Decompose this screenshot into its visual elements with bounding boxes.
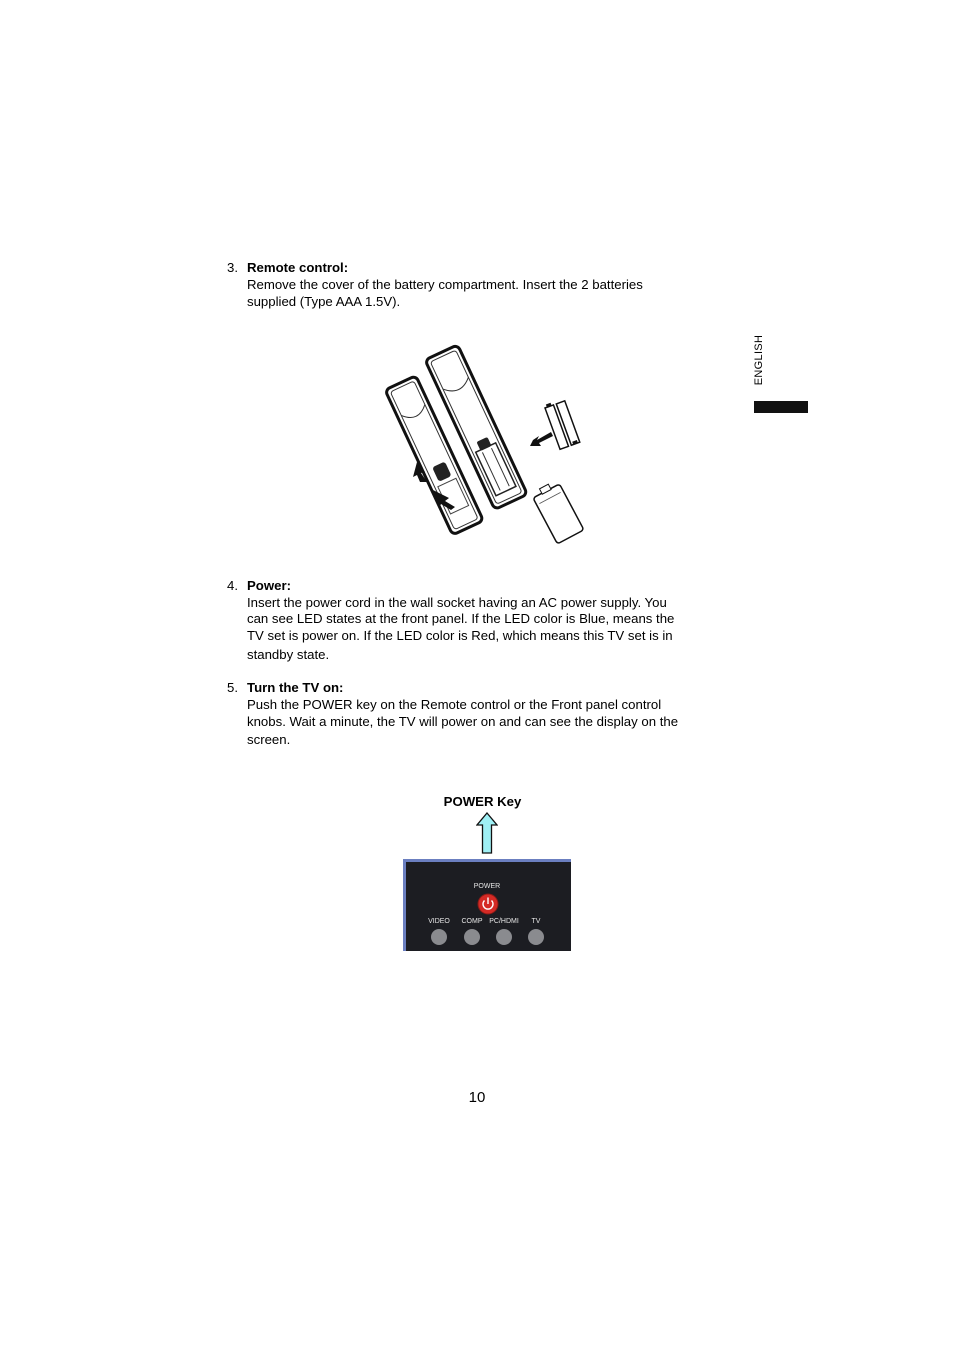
power-button[interactable] <box>478 894 498 914</box>
video-button[interactable] <box>431 929 447 945</box>
section-3-heading: Remote control: <box>247 260 349 275</box>
panel-video-label: VIDEO <box>428 918 450 925</box>
front-panel-image <box>403 859 571 951</box>
page-number: 10 <box>468 1089 486 1106</box>
section-3-line-1: Remove the cover of the battery compartment. Insert the 2 batteries <box>247 277 643 292</box>
panel-pchdmi-label: PC/HDMI <box>489 918 519 925</box>
section-4-number: 4. <box>227 578 238 593</box>
section-5-heading: Turn the TV on: <box>247 680 344 695</box>
up-arrow-icon <box>476 812 498 854</box>
section-4-line-3: TV set is power on. If the LED color is Red, which means this TV set is in <box>247 628 673 643</box>
batteries-icon <box>544 398 580 449</box>
section-4-heading: Power: <box>247 578 291 593</box>
section-5-line-1: Push the POWER key on the Remote control or the Front panel control <box>247 697 662 712</box>
tv-button[interactable] <box>528 929 544 945</box>
section-4-line-2: can see LED states at the front panel. If the LED color is Blue, means the <box>247 611 675 626</box>
language-label: ENGLISH <box>753 334 765 386</box>
section-5-line-2: knobs. Wait a minute, the TV will power on and can see the display on the <box>247 714 679 729</box>
section-3-line-2: supplied (Type AAA 1.5V). <box>247 294 401 309</box>
section-5-line-3: screen. <box>247 732 291 747</box>
comp-button[interactable] <box>464 929 480 945</box>
section-4-line-4: standby state. <box>247 647 330 662</box>
panel-tv-label: TV <box>531 918 541 925</box>
section-3-number: 3. <box>227 260 238 275</box>
panel-comp-label: COMP <box>461 918 483 925</box>
language-marker-bar <box>754 401 808 413</box>
remote-battery-illustration <box>355 340 595 555</box>
battery-cover-icon <box>531 480 584 544</box>
pchdmi-button[interactable] <box>496 929 512 945</box>
panel-power-label: POWER <box>473 883 501 890</box>
section-5-number: 5. <box>227 680 238 695</box>
section-4-line-1: Insert the power cord in the wall socket having an AC power supply. You <box>247 595 667 610</box>
insert-arrow-icon <box>530 432 553 446</box>
power-key-caption: POWER Key <box>443 794 522 809</box>
